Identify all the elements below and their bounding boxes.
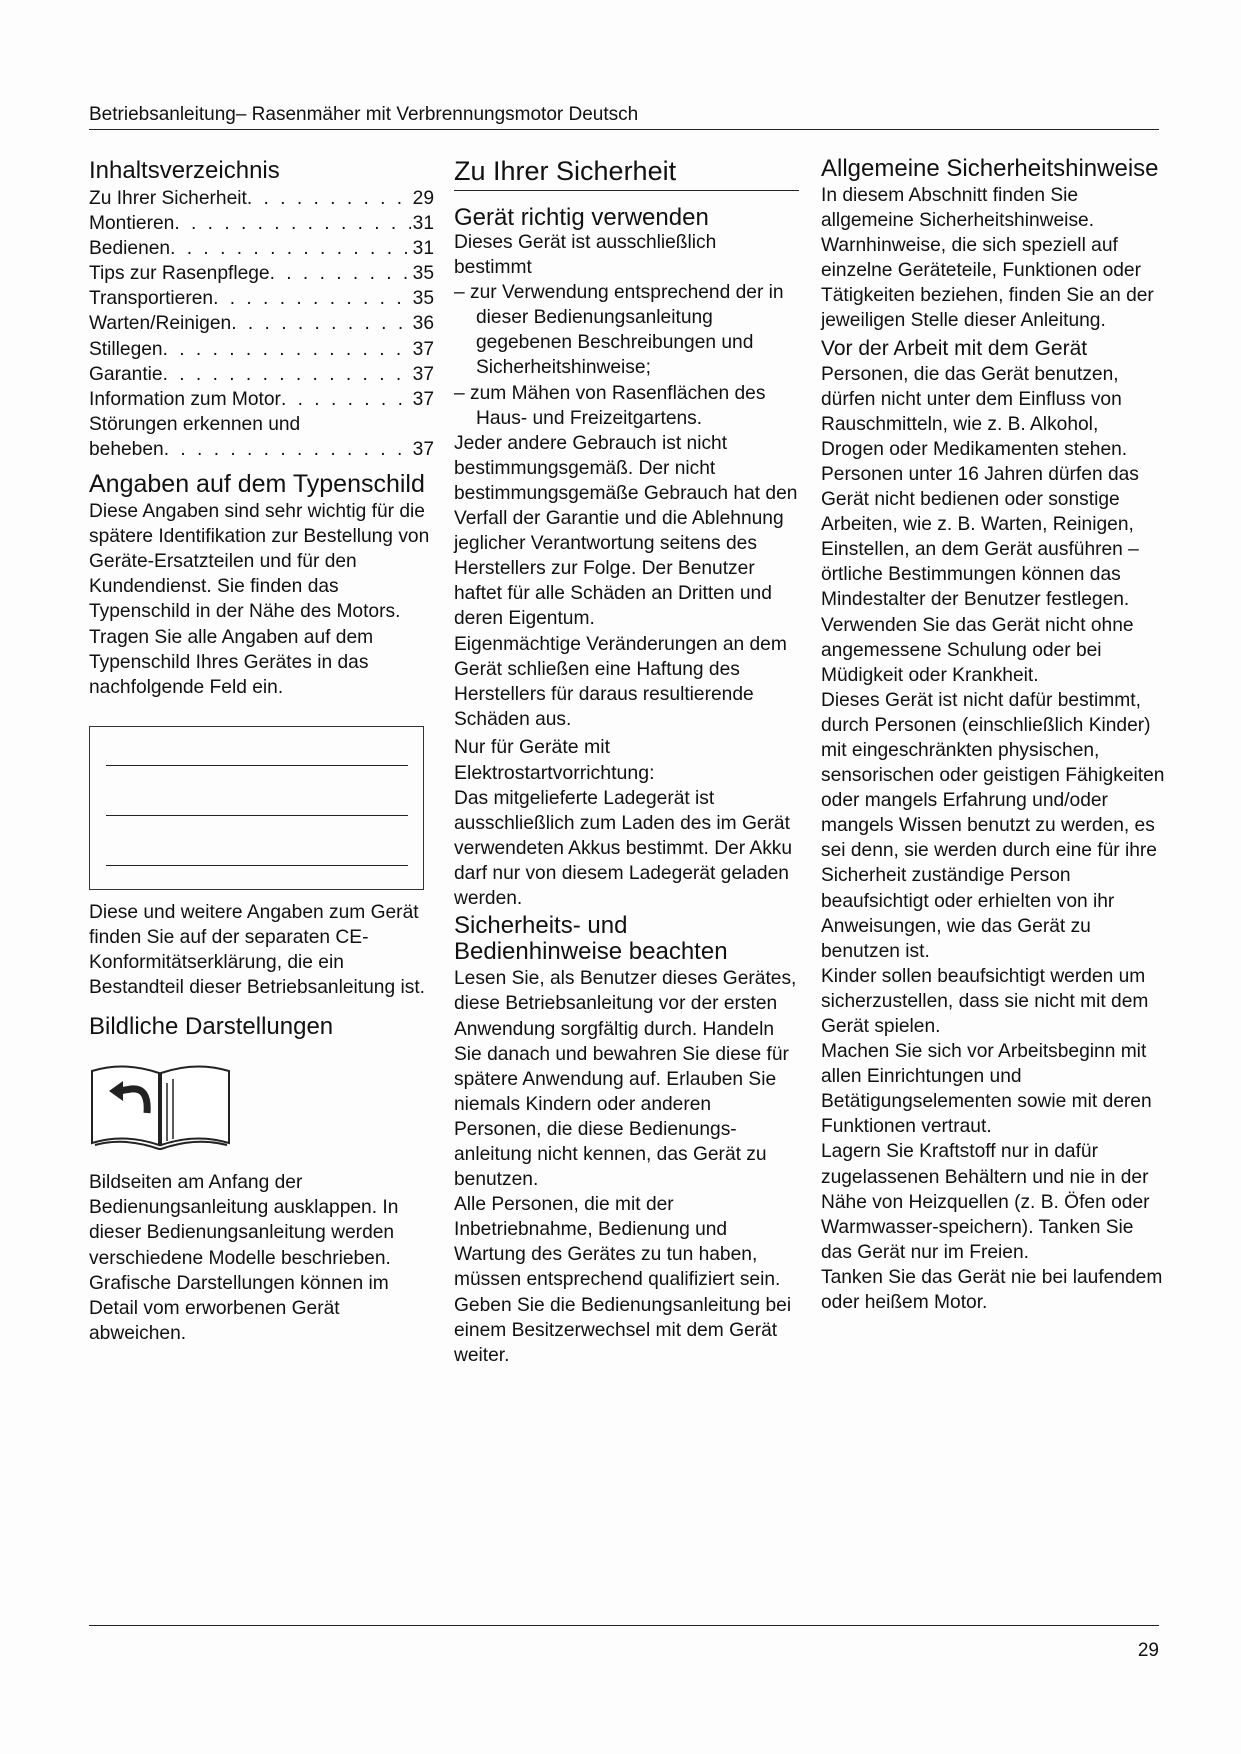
toc-item[interactable]: Garantie . . . 37 [89, 362, 434, 387]
page-number: 29 [1137, 1640, 1159, 1661]
sicherheit-heading: Zu Ihrer Sicherheit [454, 156, 677, 186]
toc-item[interactable]: Warten/Reinigen . . . 36 [89, 311, 434, 336]
typenschild-text: Diese Angaben sind sehr wichtig für die spätere Identifikation zur Bestellung von Geräte-Ersatzteilen und für den Kundendienst. Sie finden das Typenschild in der Nähe des Motors. Tragen Sie alle Angaben auf dem Typenschild Ihres Gerätes in das nachfolgende Feld ein. [89, 501, 430, 698]
typenschild-heading: Angaben auf dem Typenschild [89, 470, 425, 499]
page-header: Betriebsanleitung– Rasenmäher mit Verbrennungsmotor Deutsch [89, 104, 639, 125]
paragraph: Machen Sie sich vor Arbeitsbeginn mit allen Einrichtungen und Betätigungselementen sowie mit deren Funktionen vertraut. [821, 1041, 1152, 1138]
column-left [89, 156, 434, 1346]
toc-item[interactable]: Stillegen . . . 37 [89, 337, 434, 362]
elektrostart-heading: Nur für Geräte mit Elektrostartvorrichtung: [454, 735, 655, 784]
footer-rule [89, 1625, 1159, 1626]
open-book-icon [89, 1053, 234, 1153]
entry-line [106, 815, 408, 816]
paragraph: Dieses Gerät ist ausschließlich bestimmt [454, 232, 717, 279]
typenschild-entry-box [89, 726, 424, 890]
paragraph: Jeder andere Gebrauch ist nicht bestimmungsgemäß. Der nicht bestimmungsgemäße Gebrauch hat den Verfall der Garantie und die Ablehnung jeglicher Verantwortung seitens des Herstellers zur Folge. Der Benutzer haftet für alle Schäden an Dritten und deren Eigentum. [454, 432, 798, 630]
paragraph: Das mitgelieferte Ladegerät ist ausschließlich zum Laden des im Gerät verwendeten Akkus bestimmt. Der Akku darf nur von diesem Ladegerät geladen werden. [454, 787, 793, 910]
toc-item[interactable]: Tips zur Rasenpflege . . . 35 [89, 261, 434, 286]
paragraph: Alle Personen, die mit der Inbetriebnahme, Bedienung und Wartung des Gerätes zu tun haben, müssen entsprechend qualifiziert sein. [454, 1194, 781, 1291]
bildliche-text: Bildseiten am Anfang der Bedienungsanleitung ausklappen. In dieser Bedienungsanleitung werden verschiedene Modelle beschrieben. Grafische Darstellungen können im Detail vom erworbenen Gerät abweichen. [89, 1172, 399, 1344]
toc-item-multiline[interactable]: Störungen erkennen und beheben . . . 37 [89, 412, 434, 462]
allgemein-heading: Allgemeine Sicherheitshinweise [821, 155, 1159, 182]
toc-item[interactable]: Montieren . . . 31 [89, 211, 434, 236]
paragraph: Dieses Gerät ist nicht dafür bestimmt, durch Personen (einschließlich Kinder) mit eingeschränkten physischen, sensorischen oder geistigen Fähigkeiten oder mangels Erfahrung und/oder mangels Wissen benutzt zu werden, es sei denn, sie werden durch eine für ihre Sicherheit zuständige Person beaufsichtigt oder erhielten von ihr Anweisungen, wie das Gerät zu benutzen ist. [821, 689, 1165, 962]
toc-item[interactable]: Bedienen . . . 31 [89, 236, 434, 261]
toc-item[interactable]: Information zum Motor . . . 37 [89, 387, 434, 412]
paragraph: Lesen Sie, als Benutzer dieses Gerätes, diese Betriebsanleitung vor der ersten Anwendung sorgfältig durch. Handeln Sie danach und bewahren Sie diese für spätere Anwendung auf. Erlauben Sie niemals Kindern oder anderen Personen, die diese Bedienungs-anleitung nicht kennen, das Gerät zu benutzen. [454, 968, 797, 1191]
toc-item[interactable]: Zu Ihrer Sicherheit . . . 29 [89, 186, 434, 211]
toc-title: Inhaltsverzeichnis [89, 157, 280, 184]
paragraph: Geben Sie die Bedienungsanleitung bei einem Besitzerwechsel mit dem Gerät weiter. [454, 1294, 792, 1366]
paragraph: Kinder sollen beaufsichtigt werden um sicherzustellen, dass sie nicht mit dem Gerät spielen. [821, 965, 1149, 1037]
paragraph: Personen unter 16 Jahren dürfen das Gerät nicht bedienen oder sonstige Arbeiten, wie z. B. Warten, Reinigen, Einstellen, an dem Gerät ausführen – örtliche Bestimmungen können das Mindestalter der Benutzer festlegen. [821, 463, 1139, 611]
hinweise-heading: Sicherheits- und Bedienhinweise beachten [454, 912, 728, 966]
column-middle [454, 156, 799, 1368]
paragraph: Lagern Sie Kraftstoff nur in dafür zugelassenen Behältern und nie in der Nähe von Heizquellen (z. B. Öfen oder Warmwasser-speichern). Tanken Sie das Gerät nur im Freien. [821, 1141, 1150, 1263]
column-right [821, 156, 1166, 1315]
sicherheit-title-wrap [454, 156, 799, 191]
paragraph: Verwenden Sie das Gerät nicht ohne angemessene Schulung oder bei Müdigkeit oder Krankheit. [821, 614, 1134, 686]
richtig-verwenden-heading: Gerät richtig verwenden [454, 204, 709, 231]
toc-list [89, 186, 434, 462]
bildliche-heading: Bildliche Darstellungen [89, 1013, 334, 1041]
toc-item[interactable]: Transportieren . . . 35 [89, 286, 434, 311]
paragraph: Tanken Sie das Gerät nie bei laufendem oder heißem Motor. [821, 1266, 1163, 1314]
vor-der-arbeit-heading: Vor der Arbeit mit dem Gerät [821, 336, 1088, 360]
bullet-item: – zum Mähen von Rasenflächen des Haus- und Freizeitgartens. [454, 382, 766, 429]
bullet-item: – zur Verwendung entsprechend der in dieser Bedienungsanleitung gegebenen Beschreibungen und Sicherheitshinweise; [454, 282, 784, 379]
entry-line [106, 865, 408, 866]
paragraph: Eigenmächtige Veränderungen an dem Gerät schließen eine Haftung des Herstellers für daraus resultierende Schäden aus. [454, 633, 787, 730]
ce-note: Diese und weitere Angaben zum Gerät finden Sie auf der separaten CE-Konformitätserklärung, die ein Bestandteil dieser Betriebsanleitung ist. [89, 901, 425, 999]
header-rule [89, 129, 1159, 130]
paragraph: Personen, die das Gerät benutzen, dürfen nicht unter dem Einfluss von Rauschmitteln, wie z. B. Alkohol, Drogen oder Medikamenten stehen. [821, 363, 1128, 460]
entry-line [106, 765, 408, 766]
paragraph: In diesem Abschnitt finden Sie allgemeine Sicherheitshinweise. Warnhinweise, die sich speziell auf einzelne Geräteteile, Funktionen oder Tätigkeiten beziehen, finden Sie an der jeweiligen Stelle dieser Anleitung. [821, 185, 1154, 332]
